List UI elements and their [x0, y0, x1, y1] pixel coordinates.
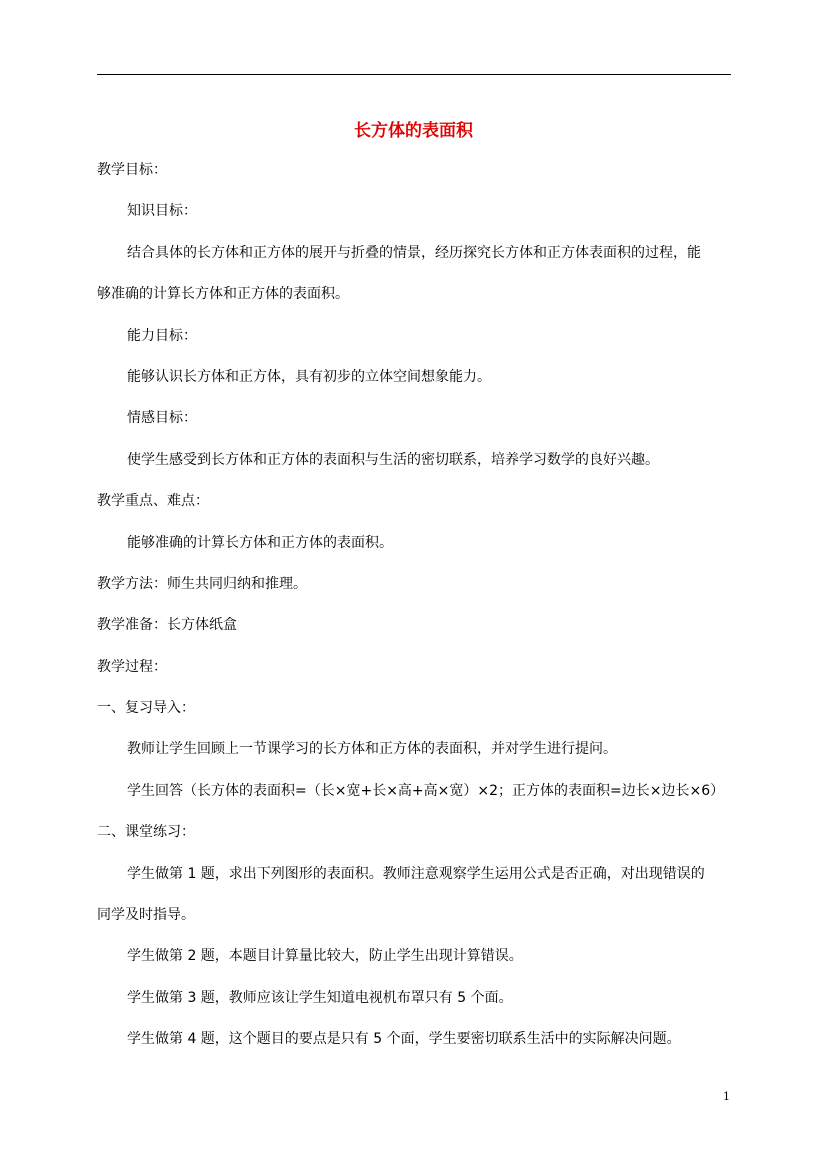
paragraph-line: 情感目标： — [127, 410, 197, 427]
paragraph-line: 结合具体的长方体和正方体的展开与折叠的情景，经历探究长方体和正方体表面积的过程，能 — [127, 244, 701, 261]
paragraph-line: 教学方法：师生共同归纳和推理。 — [97, 575, 307, 592]
paragraph-line: 教学重点、难点： — [97, 493, 209, 510]
paragraph-line: 二、课堂练习： — [97, 824, 195, 841]
header-rule — [97, 74, 731, 75]
paragraph-line: 学生回答（长方体的表面积=（长×宽+长×高+高×宽）×2；正方体的表面积=边长×边长×6） — [127, 782, 725, 799]
paragraph-line: 学生做第 4 题，这个题目的要点是只有 5 个面，学生要密切联系生活中的实际解决问题。 — [127, 1031, 681, 1048]
document-title: 长方体的表面积 — [354, 121, 473, 141]
paragraph-line: 学生做第 3 题，教师应该让学生知道电视机布罩只有 5 个面。 — [127, 989, 513, 1006]
document-body — [97, 158, 731, 1069]
paragraph-line: 知识目标： — [127, 203, 197, 220]
paragraph-line: 教学目标： — [97, 162, 167, 178]
paragraph-line: 学生做第 2 题，本题目计算量比较大，防止学生出现计算错误。 — [127, 948, 523, 965]
paragraph-line: 一、复习导入： — [97, 700, 195, 717]
paragraph-line: 教学准备：长方体纸盒 — [97, 617, 237, 634]
paragraph-line: 教学过程： — [97, 658, 167, 675]
paragraph-line: 能够准确的计算长方体和正方体的表面积。 — [127, 534, 393, 551]
paragraph-line: 教师让学生回顾上一节课学习的长方体和正方体的表面积，并对学生进行提问。 — [127, 741, 617, 758]
paragraph-line: 使学生感受到长方体和正方体的表面积与生活的密切联系，培养学习数学的良好兴趣。 — [127, 451, 659, 468]
paragraph-line: 能力目标： — [127, 327, 197, 344]
paragraph-line: 学生做第 1 题，求出下列图形的表面积。教师注意观察学生运用公式是否正确，对出现错误的 — [127, 865, 705, 882]
page-number: 1 — [723, 1090, 730, 1103]
paragraph-line: 够准确的计算长方体和正方体的表面积。 — [97, 286, 349, 303]
paragraph-line: 能够认识长方体和正方体，具有初步的立体空间想象能力。 — [127, 368, 491, 385]
paragraph-line: 同学及时指导。 — [97, 907, 195, 924]
